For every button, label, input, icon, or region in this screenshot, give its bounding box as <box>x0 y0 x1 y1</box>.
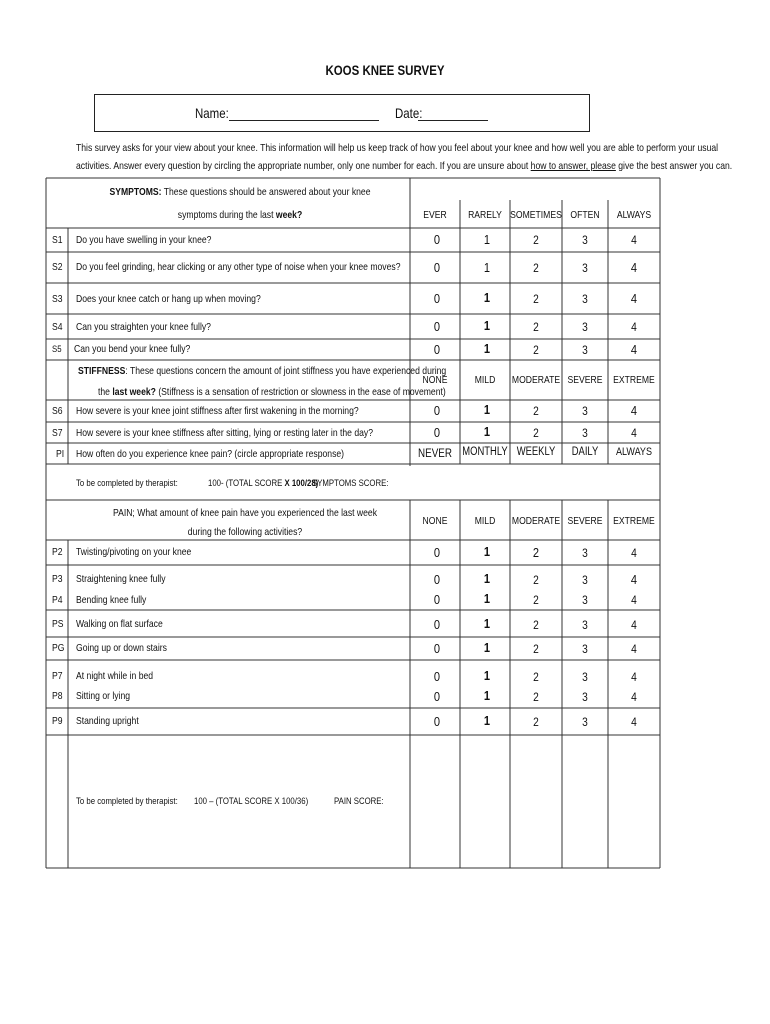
score-option[interactable]: 0 <box>433 545 441 560</box>
name-label: Name: <box>195 105 229 121</box>
question-text: Standing upright <box>76 715 139 727</box>
score-option[interactable]: 4 <box>631 320 637 334</box>
score-option[interactable]: 1 <box>483 616 491 631</box>
score-option[interactable]: 3 <box>582 292 588 306</box>
score-option[interactable]: 2 <box>533 233 539 247</box>
item-code: P8 <box>52 690 63 702</box>
item-code: S6 <box>52 405 63 417</box>
item-code: PI <box>56 448 65 460</box>
question-text: Walking on flat surface <box>76 618 163 630</box>
symptoms-heading: SYMPTOMS: These questions should be answered about your knee <box>109 186 371 198</box>
score-option[interactable]: 4 <box>631 670 637 684</box>
item-code: S2 <box>52 261 63 273</box>
col-header-extreme: EXTREME <box>613 374 655 386</box>
score-option[interactable]: 3 <box>582 546 588 560</box>
score-option[interactable]: 1 <box>483 341 491 356</box>
pain-score-label: PAIN SCORE: <box>334 796 384 807</box>
col-header-severe: SEVERE <box>567 374 603 386</box>
score-option[interactable]: 1 <box>483 713 491 728</box>
question-text: Does your knee catch or hang up when moving? <box>76 293 261 305</box>
stiffness-heading-line2: the last week? (Stiffness is a sensation of restriction or slowness in the ease of movement) <box>98 386 446 398</box>
score-option[interactable]: 0 <box>433 232 441 247</box>
col-header-mild: MILD <box>474 374 496 386</box>
intro-line-1: This survey asks for your view about your knee. This information will help us keep track of how you feel about your knee and how well you are able to perform your usual <box>76 142 719 154</box>
score-option[interactable]: 0 <box>433 425 441 440</box>
question-text: Do you feel grinding, hear clicking or any other type of noise when your knee moves? <box>76 261 401 273</box>
score-option[interactable]: 1 <box>483 571 491 586</box>
score-option[interactable]: 0 <box>433 260 441 275</box>
date-label: Date: <box>395 105 423 121</box>
score-option[interactable]: 3 <box>582 320 588 334</box>
score-option[interactable]: 2 <box>533 343 539 357</box>
score-option[interactable]: 4 <box>631 690 637 704</box>
score-option[interactable]: 3 <box>582 593 588 607</box>
item-code: S7 <box>52 427 63 439</box>
therapist-label: To be completed by therapist: <box>76 796 178 807</box>
item-code: S5 <box>52 344 62 355</box>
frequency-option[interactable]: NEVER <box>418 446 452 460</box>
score-option[interactable]: 3 <box>582 618 588 632</box>
item-code: P4 <box>52 594 63 606</box>
score-option[interactable]: 3 <box>582 642 588 656</box>
score-option[interactable]: 2 <box>533 404 539 418</box>
frequency-option[interactable]: DAILY <box>571 446 599 458</box>
question-text: Can you bend your knee fully? <box>74 343 191 355</box>
score-option[interactable]: 2 <box>533 593 539 607</box>
col-header-extreme: EXTREME <box>613 515 655 527</box>
score-option[interactable]: 3 <box>582 404 588 418</box>
score-option[interactable]: 4 <box>631 233 637 247</box>
intro-line-2: activities. Answer every question by circling the appropriate number, only one number for each. If you are unsure about how to answer, please give the best answer you can. <box>76 160 733 172</box>
score-option[interactable]: 3 <box>582 690 588 704</box>
score-option[interactable]: 2 <box>533 618 539 632</box>
score-option[interactable]: 3 <box>582 426 588 440</box>
question-text: Can you straighten your knee fully? <box>76 321 211 333</box>
pain-heading: PAIN; What amount of knee pain have you experienced the last week <box>112 507 378 519</box>
therapist-label: To be completed by therapist: <box>76 478 178 489</box>
question-text: Straightening knee fully <box>76 573 166 585</box>
question-text: Do you have swelling in your knee? <box>76 234 212 246</box>
score-option[interactable]: 0 <box>433 641 441 656</box>
score-option[interactable]: 4 <box>630 260 638 275</box>
score-option[interactable]: 1 <box>483 591 491 606</box>
question-text: How severe is your knee joint stiffness after first wakening in the morning? <box>76 405 359 417</box>
question-text: How often do you experience knee pain? (circle appropriate response) <box>76 448 345 460</box>
score-option[interactable]: 2 <box>533 715 539 729</box>
score-option[interactable]: 4 <box>630 291 638 306</box>
score-option[interactable]: 1 <box>483 424 491 439</box>
question-text: Going up or down stairs <box>76 642 167 654</box>
col-header-moderate: MODERATE <box>511 515 561 527</box>
score-option[interactable]: 0 <box>433 319 441 334</box>
frequency-option[interactable]: WEEKLY <box>516 446 556 458</box>
item-code: P7 <box>52 670 63 682</box>
question-text: At night while in bed <box>76 670 154 682</box>
score-option[interactable]: 3 <box>582 233 588 247</box>
score-option[interactable]: 0 <box>433 669 441 684</box>
score-option[interactable]: 0 <box>433 342 441 357</box>
col-header-always: ALWAYS <box>616 209 652 221</box>
item-code: S4 <box>52 321 63 333</box>
score-option[interactable]: 3 <box>582 670 588 684</box>
score-option[interactable]: 4 <box>631 642 637 656</box>
score-option[interactable]: 4 <box>630 403 638 418</box>
col-header-mild: MILD <box>474 515 496 527</box>
question-text: How severe is your knee stiffness after sitting, lying or resting later in the day? <box>76 427 374 439</box>
col-header-rarely: RARELY <box>468 209 502 221</box>
col-header-sometimes: SOMETIMES <box>510 209 562 221</box>
pain-formula: 100 – (TOTAL SCORE X 100/36) <box>194 796 309 807</box>
stiffness-heading: STIFFNESS: These questions concern the amount of joint stiffness you have experienced during <box>78 365 447 377</box>
score-option[interactable]: 2 <box>533 642 539 656</box>
score-option[interactable]: 4 <box>630 342 638 357</box>
score-option[interactable]: 3 <box>582 343 588 357</box>
item-code: S3 <box>52 293 63 305</box>
score-option[interactable]: 1 <box>483 668 491 683</box>
item-code: PG <box>52 642 65 654</box>
col-header-severe: SEVERE <box>567 515 603 527</box>
score-option[interactable]: 0 <box>433 714 441 729</box>
col-header-ever: EVER <box>423 209 447 221</box>
score-option[interactable]: 2 <box>533 573 539 587</box>
score-option[interactable]: 2 <box>533 320 539 334</box>
item-code: S1 <box>52 234 63 246</box>
score-option[interactable]: 2 <box>533 292 539 306</box>
symptoms-score-label: SYMPTOMS SCORE: <box>312 478 389 489</box>
score-option[interactable]: 1 <box>483 402 491 417</box>
frequency-option[interactable]: MONTHLY <box>462 446 508 458</box>
score-option[interactable]: 4 <box>631 618 637 632</box>
col-header-none: NONE <box>422 515 448 527</box>
score-option[interactable]: 2 <box>533 690 539 704</box>
score-option[interactable]: 3 <box>582 261 588 275</box>
score-option[interactable]: 3 <box>582 573 588 587</box>
score-option[interactable]: 2 <box>532 545 540 560</box>
score-option[interactable]: 0 <box>433 291 441 306</box>
symptoms-heading-line2: symptoms during the last week? <box>177 209 303 221</box>
score-option[interactable]: 1 <box>483 260 491 275</box>
item-code: PS <box>52 618 64 630</box>
score-option[interactable]: 1 <box>483 290 491 305</box>
frequency-option[interactable]: ALWAYS <box>616 446 652 458</box>
score-option[interactable]: 0 <box>433 689 441 704</box>
symptoms-formula: 100- (TOTAL SCORE X 100/28) <box>208 478 319 489</box>
page-title: KOOS KNEE SURVEY <box>325 62 445 78</box>
score-option[interactable]: 0 <box>433 617 441 632</box>
score-option[interactable]: 1 <box>483 318 491 333</box>
score-option[interactable]: 1 <box>483 232 491 247</box>
score-option[interactable]: 0 <box>433 403 441 418</box>
col-header-moderate: MODERATE <box>511 374 561 386</box>
score-option[interactable]: 1 <box>483 544 491 559</box>
score-option[interactable]: 1 <box>483 688 491 703</box>
question-text: Sitting or lying <box>76 690 131 702</box>
score-option[interactable]: 4 <box>631 593 637 607</box>
col-header-often: OFTEN <box>570 209 600 221</box>
item-code: P2 <box>52 546 63 558</box>
item-code: P9 <box>52 715 63 727</box>
score-option[interactable]: 3 <box>582 715 588 729</box>
score-option[interactable]: 0 <box>433 592 441 607</box>
score-option[interactable]: 4 <box>631 426 637 440</box>
score-option[interactable]: 2 <box>533 261 539 275</box>
question-text: Twisting/pivoting on your knee <box>76 546 192 558</box>
score-option[interactable]: 4 <box>631 715 637 729</box>
score-option[interactable]: 4 <box>631 546 637 560</box>
pain-heading-line2: during the following activities? <box>187 526 303 538</box>
col-header-none: NONE <box>422 374 448 386</box>
score-option[interactable]: 4 <box>630 572 638 587</box>
item-code: P3 <box>52 573 63 585</box>
score-option[interactable]: 0 <box>433 572 441 587</box>
question-text: Bending knee fully <box>76 594 147 606</box>
score-option[interactable]: 1 <box>483 640 491 655</box>
score-option[interactable]: 2 <box>533 670 539 684</box>
score-option[interactable]: 2 <box>533 426 539 440</box>
